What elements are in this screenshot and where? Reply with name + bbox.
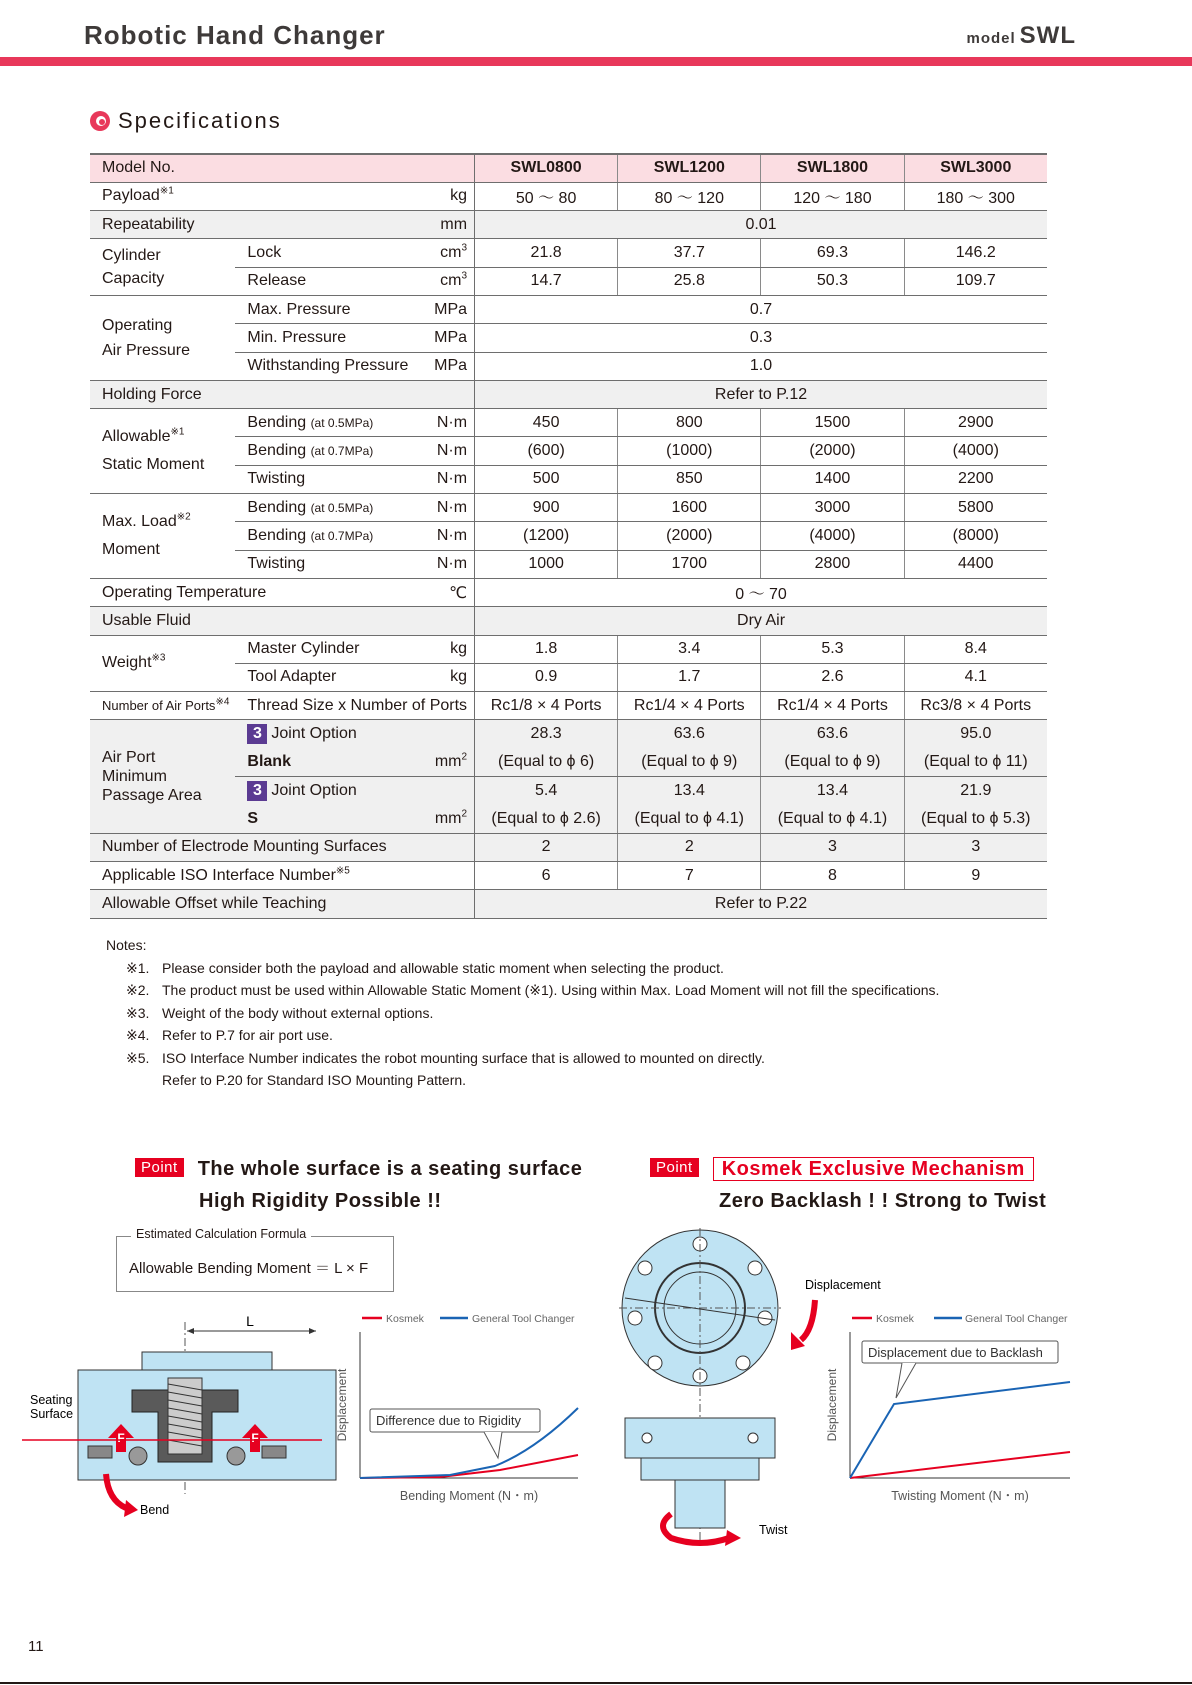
twist-label: Twist [759, 1523, 788, 1537]
table-row: Applicable ISO Interface Number$^{※5}$ 6 7 8 9 [90, 861, 1047, 889]
point2-heading: Point Kosmek Exclusive Mechanism [650, 1158, 1034, 1181]
table-row: Bending (at 0.7MPa) N·m (600) (1000) (2000) (4000) [90, 437, 1047, 465]
table-row: Allowable$^{※1}$ Static Moment Bending (at 0.5MPa) N·m 450 800 1500 2900 [90, 409, 1047, 437]
length-label: L [246, 1313, 254, 1329]
table-row: Weight$^{※3}$ Master Cylinder kg 1.8 3.4 5.3 8.4 [90, 635, 1047, 663]
table-row: Air Port Minimum Passage Area 3 Joint Option 28.3 63.6 63.6 95.0 [90, 720, 1047, 748]
section-bullet-icon [90, 111, 110, 131]
legend-general: General Tool Changer [965, 1313, 1068, 1325]
legend-kosmek: Kosmek [876, 1313, 914, 1325]
point2-subheading: Zero Backlash ! ! Strong to Twist [719, 1190, 1047, 1212]
table-row: Operating Air Pressure Max. Pressure MPa 0.7 [90, 295, 1047, 323]
formula-box: Estimated Calculation Formula Allowable Bending Moment ＝ L × F [116, 1236, 394, 1292]
table-row: Allowable Offset while Teaching Refer to P.22 [90, 890, 1047, 918]
series-kosmek-line [360, 1455, 578, 1478]
table-row: Tool Adapter kg 0.9 1.7 2.6 4.1 [90, 663, 1047, 691]
table-row: Repeatability mm 0.01 [90, 211, 1047, 239]
seating-label: Surface [30, 1407, 74, 1421]
table-row: Number of Air Ports$^{※4}$ Thread Size x Number of Ports Rc1/8 × 4 Ports Rc1/4 × 4 Ports Rc1/4 × 4 Ports Rc3/8 × 4 Ports [90, 692, 1047, 720]
y-axis-label: Displacement [825, 1368, 839, 1442]
table-row: Model No. SWL0800 SWL1200 SWL1800 SWL3000 [90, 154, 1047, 182]
header-title: Robotic Hand Changer [84, 20, 386, 50]
table-row: Operating Temperature ℃ 0 ～ 70 [90, 578, 1047, 606]
point1-heading: Point The whole surface is a seating surface [135, 1158, 582, 1181]
table-row: Bending (at 0.7MPa) N·m (1200) (2000) (4000) (8000) [90, 522, 1047, 550]
table-row: Blank $mm^2$ (Equal to ϕ 6) (Equal to ϕ 9) (Equal to ϕ 9) (Equal to ϕ 11) [90, 748, 1047, 776]
table-row: Holding Force Refer to P.12 [90, 380, 1047, 408]
table-row: 3 Joint Option 5.4 13.4 13.4 21.9 [90, 777, 1047, 805]
section-title: Specifications [90, 108, 282, 134]
joint-option-badge: 3 [247, 781, 267, 801]
header-model: model SWL [966, 22, 1076, 49]
y-axis-label: Displacement [335, 1368, 349, 1442]
force-label: F [251, 1431, 259, 1445]
header-bar [0, 57, 1192, 66]
twist-diagram [615, 1228, 881, 1558]
table-row: Withstanding Pressure MPa 1.0 [90, 352, 1047, 380]
legend-kosmek: Kosmek [386, 1313, 424, 1325]
table-row: Usable Fluid Dry Air [90, 607, 1047, 635]
series-kosmek-line [850, 1452, 1070, 1478]
bending-diagram [22, 1312, 322, 1522]
backlash-callout: Displacement due to Backlash [868, 1345, 1043, 1360]
table-row: Twisting N·m 500 850 1400 2200 [90, 465, 1047, 493]
notes: Notes: ※1. Please consider both the payload and allowable static moment when selecting the product. ※2. The product must be used within Allowable Static Moment (※1). Using within Max. Load Moment will not fill the specifications. ※3. Weight of the body without external options. ※4. Refer to P.7 for air port use. ※5. ISO Interface Number indicates the robot mounting surface that is allowed to mounted on directly. Refer to P.20 for Standard ISO Mounting Pattern. [106, 937, 940, 1088]
x-axis-label: Bending Moment (N・m) [399, 1489, 539, 1503]
seating-label: Seating [30, 1393, 73, 1407]
table-row: Twisting N·m 1000 1700 2800 4400 [90, 550, 1047, 578]
series-general-line [850, 1382, 1070, 1478]
legend-general: General Tool Changer [472, 1313, 575, 1325]
joint-option-badge: 3 [247, 724, 267, 744]
footer-rule [0, 1682, 1192, 1684]
page-number: 11 [28, 1638, 44, 1655]
rigidity-callout: Difference due to Rigidity [376, 1413, 522, 1428]
table-row: Cylinder Capacity Lock $cm^3$ 21.8 37.7 69.3 146.2 [90, 239, 1047, 267]
force-label: F [117, 1431, 125, 1445]
x-axis-label: Twisting Moment (N・m) [891, 1489, 1029, 1503]
backlash-chart [822, 1310, 1077, 1510]
rigidity-chart [330, 1310, 585, 1510]
bend-label: Bend [140, 1503, 170, 1517]
displacement-label: Displacement [805, 1278, 881, 1292]
spec-table [90, 153, 1047, 919]
table-row: S $mm^2$ (Equal to ϕ 2.6) (Equal to ϕ 4.1) (Equal to ϕ 4.1) (Equal to ϕ 5.3) [90, 805, 1047, 833]
table-row: Max. Load$^{※2}$ Moment Bending (at 0.5MPa) N·m 900 1600 3000 5800 [90, 494, 1047, 522]
table-row: Release $cm^3$ 14.7 25.8 50.3 109.7 [90, 267, 1047, 295]
table-row: Min. Pressure MPa 0.3 [90, 324, 1047, 352]
table-row: Payload$^{※1}$ kg 50 ～ 80 80 ～ 120 120 ～ 180 180 ～ 300 [90, 182, 1047, 210]
point1-subheading: High Rigidity Possible !! [199, 1190, 442, 1212]
table-row: Number of Electrode Mounting Surfaces 2 2 3 3 [90, 833, 1047, 861]
